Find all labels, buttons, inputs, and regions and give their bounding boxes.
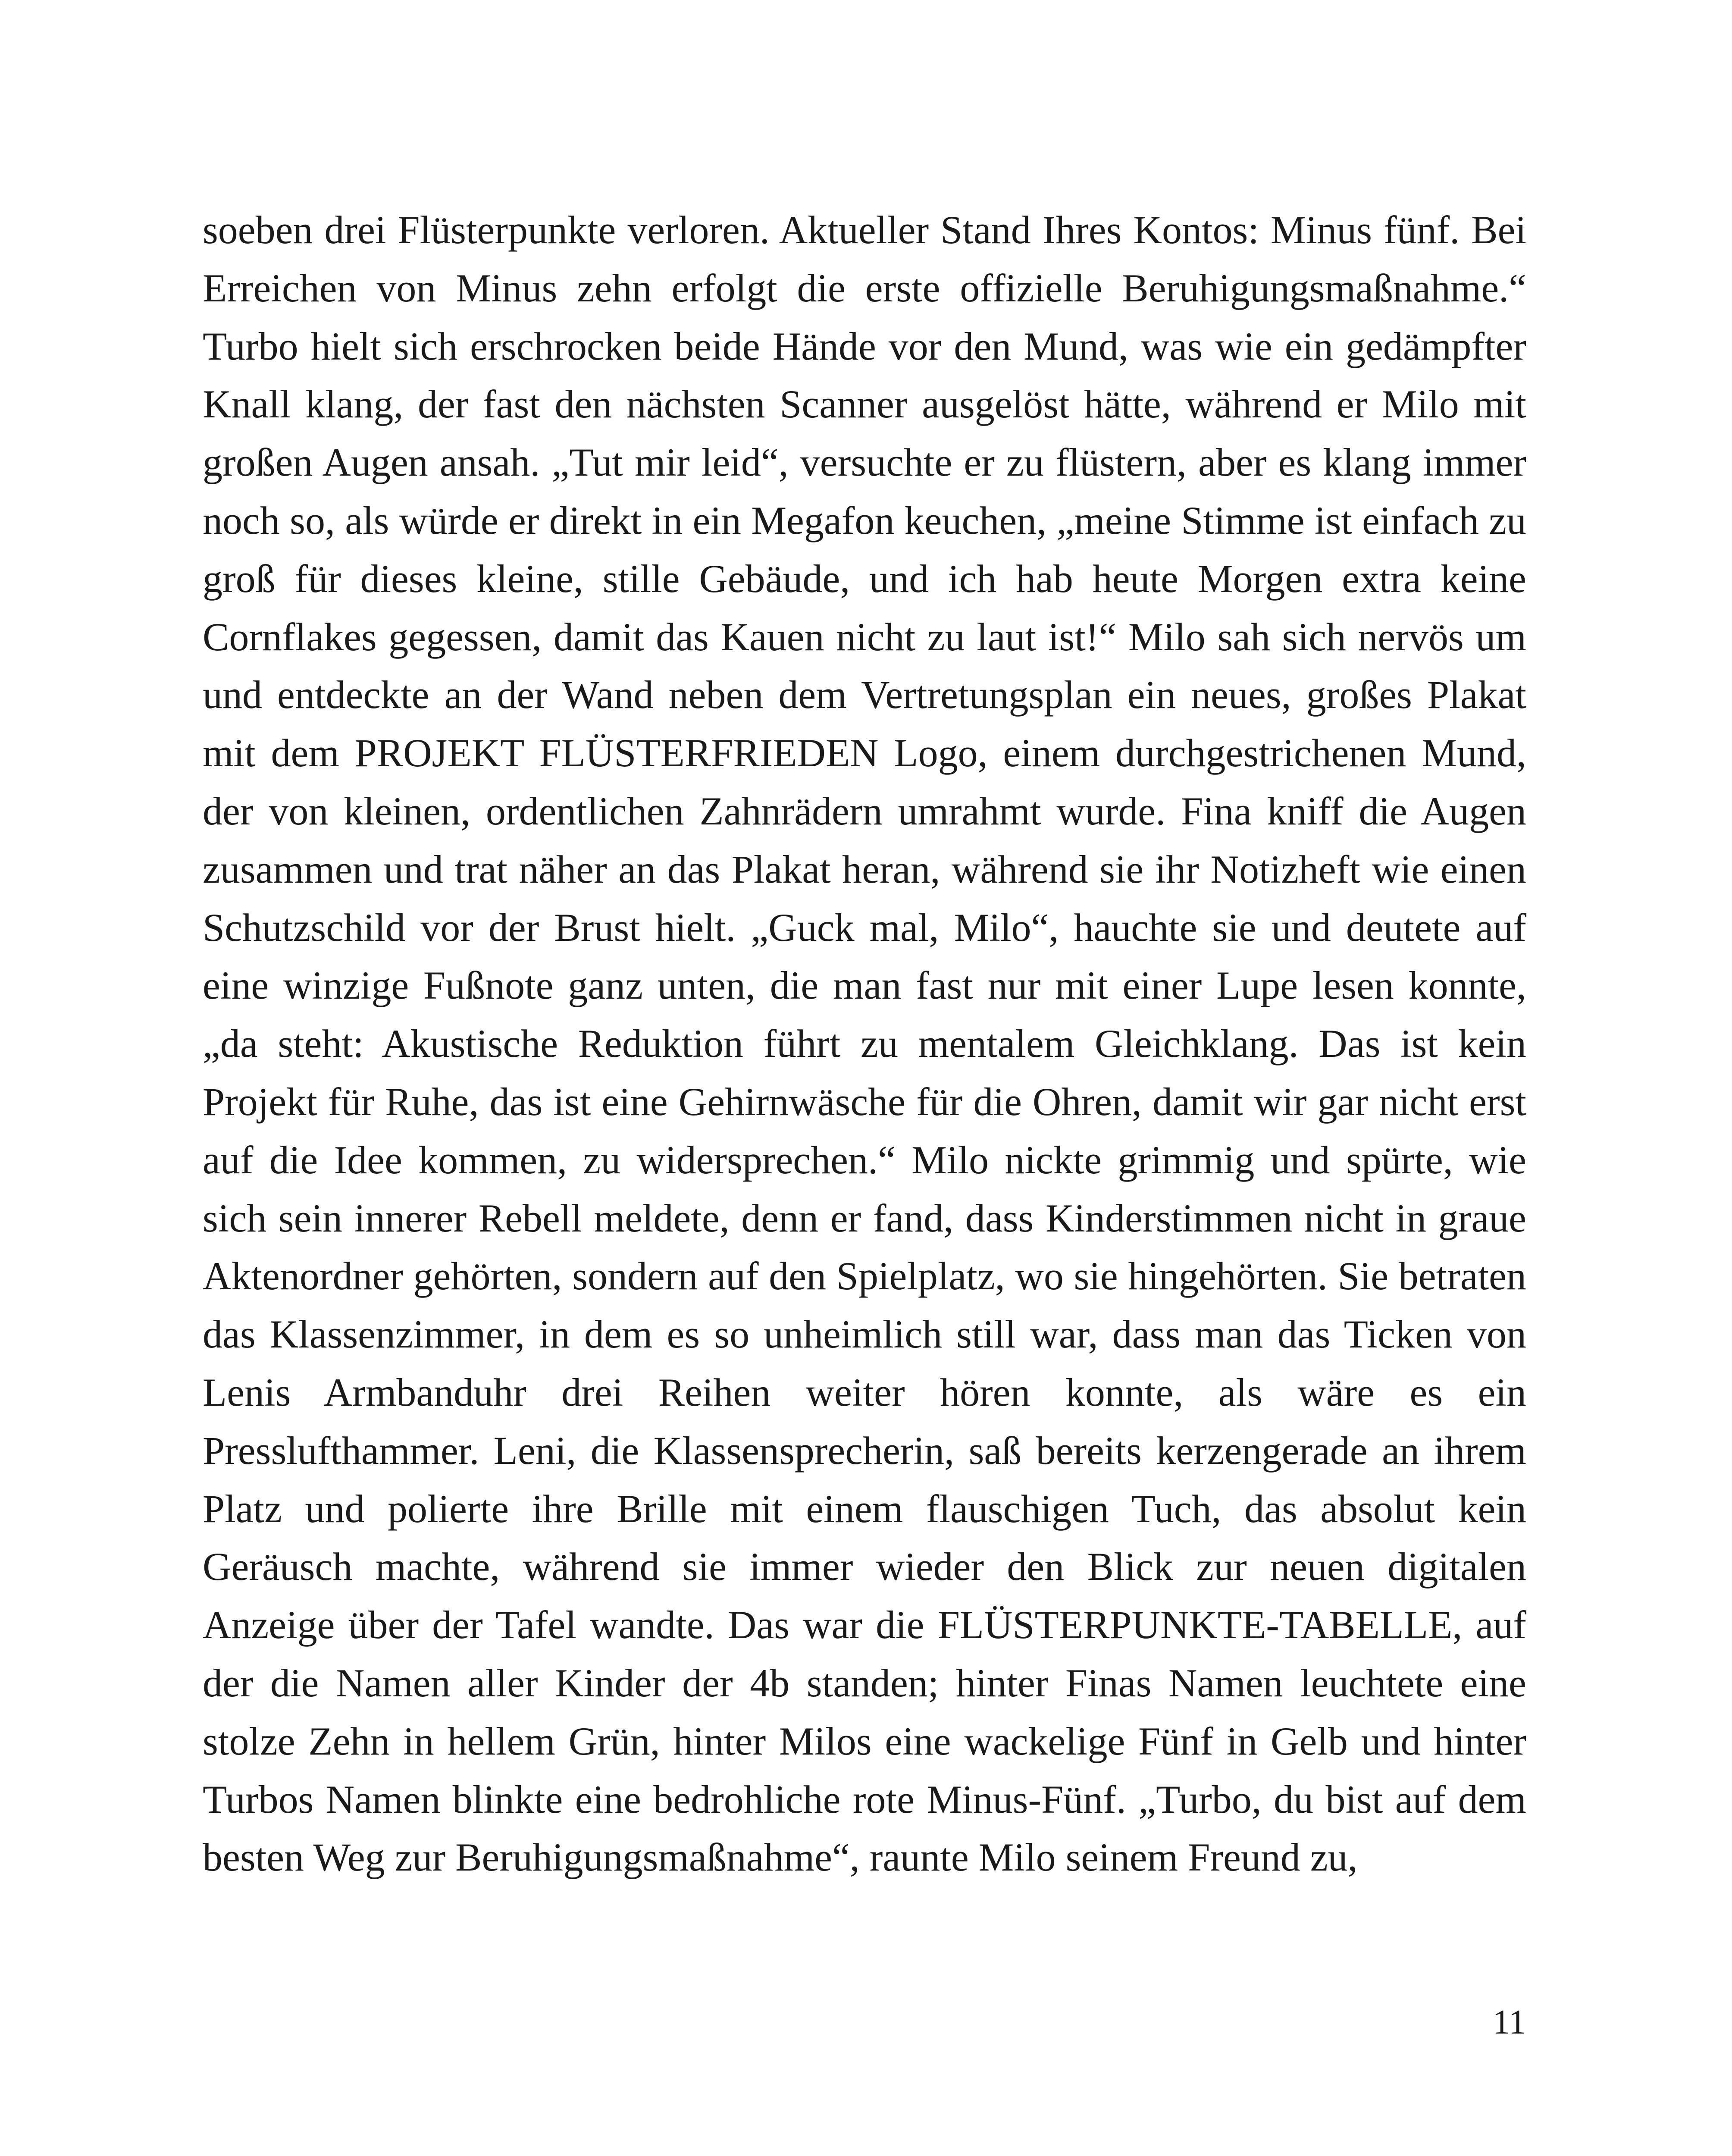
page-number: 11 bbox=[1492, 2003, 1526, 2041]
body-paragraph: soeben drei Flüsterpunkte verloren. Aktueller Stand Ihres Kontos: Minus fünf. Bei Erreichen von Minus zehn erfolgt die erste offizielle Beruhigungsmaßnahme.“ Turbo hielt sich erschrocken beide Hände vor den Mund, was wie ein gedämpfter Knall klang, der fast den nächsten Scanner ausgelöst hätte, während er Milo mit großen Augen ansah. „Tut mir leid“, versuchte er zu flüstern, aber es klang immer noch so, als würde er direkt in ein Megafon keuchen, „meine Stimme ist einfach zu groß für dieses kleine, stille Gebäude, und ich hab heute Morgen extra keine Cornflakes gegessen, damit das Kauen nicht zu laut ist!“ Milo sah sich nervös um und entdeckte an der Wand neben dem Vertretungsplan ein neues, großes Plakat mit dem PROJEKT FLÜSTERFRIEDEN Logo, einem durchgestrichenen Mund, der von kleinen, ordentlichen Zahnrädern umrahmt wurde. Fina kniff die Augen zusammen und trat näher an das Plakat heran, während sie ihr Notizheft wie einen Schutzschild vor der Brust hielt. „Guck mal, Milo“, hauchte sie und deutete auf eine winzige Fußnote ganz unten, die man fast nur mit einer Lupe lesen konnte, „da steht: Akustische Reduktion führt zu mentalem Gleichklang. Das ist kein Projekt für Ruhe, das ist eine Gehirnwäsche für die Ohren, damit wir gar nicht erst auf die Idee kommen, zu widersprechen.“ Milo nickte grimmig und spürte, wie sich sein innerer Rebell meldete, denn er fand, dass Kinderstimmen nicht in graue Aktenordner gehörten, sondern auf den Spielplatz, wo sie hingehörten. Sie betraten das Klassenzimmer, in dem es so unheimlich still war, dass man das Ticken von Lenis Armbanduhr drei Reihen weiter hören konnte, als wäre es ein Presslufthammer. Leni, die Klassensprecherin, saß bereits kerzengerade an ihrem Platz und polierte ihre Brille mit einem flauschigen Tuch, das absolut kein Geräusch machte, während sie immer wieder den Blick zur neuen digitalen Anzeige über der Tafel wandte. Das war die FLÜSTERPUNKTE-TABELLE, auf der die Namen aller Kinder der 4b standen; hinter Finas Namen leuchtete eine stolze Zehn in hellem Grün, hinter Milos eine wackelige Fünf in Gelb und hinter Turbos Namen blinkte eine bedrohliche rote Minus-Fünf. „Turbo, du bist auf dem besten Weg zur Beruhigungsmaßnahme“, raunte Milo seinem Freund zu, bbox=[203, 208, 1526, 1880]
